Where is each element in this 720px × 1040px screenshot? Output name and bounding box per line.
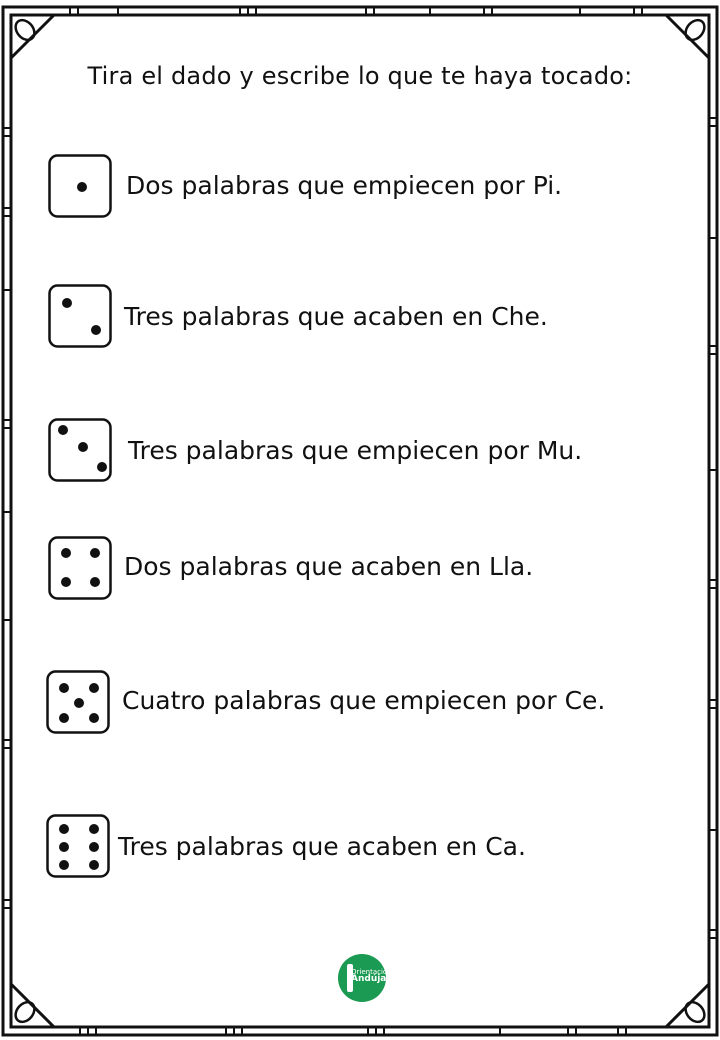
die-face-five-icon	[46, 670, 110, 734]
logo-text	[351, 969, 392, 983]
worksheet-title: Tira el dado y escribe lo que te haya tocado:	[87, 62, 633, 90]
prompt-text: Dos palabras que acaben en Lla.	[124, 552, 534, 581]
die-face-two-icon	[48, 284, 112, 348]
list-item	[0, 810, 720, 890]
prompt-text: Tres palabras que acaben en Ca.	[118, 832, 526, 861]
list-item	[0, 532, 720, 612]
list-item	[0, 414, 720, 494]
list-item	[0, 150, 720, 230]
die-face-six-icon	[46, 814, 110, 878]
list-item	[0, 666, 720, 746]
prompt-text: Dos palabras que empiecen por Pi.	[126, 171, 563, 200]
logo-line-1: Orientación	[351, 968, 392, 976]
list-item	[0, 282, 720, 362]
die-face-one-icon	[48, 154, 112, 218]
prompt-text: Tres palabras que empiecen por Mu.	[128, 436, 583, 465]
logo-line-2: Andújar	[351, 974, 391, 984]
prompt-text: Cuatro palabras que empiecen por Ce.	[122, 686, 606, 715]
die-face-three-icon	[48, 418, 112, 482]
die-face-four-icon	[48, 536, 112, 600]
orientacion-andujar-logo	[338, 954, 392, 1002]
prompt-text: Tres palabras que acaben en Che.	[124, 302, 548, 331]
